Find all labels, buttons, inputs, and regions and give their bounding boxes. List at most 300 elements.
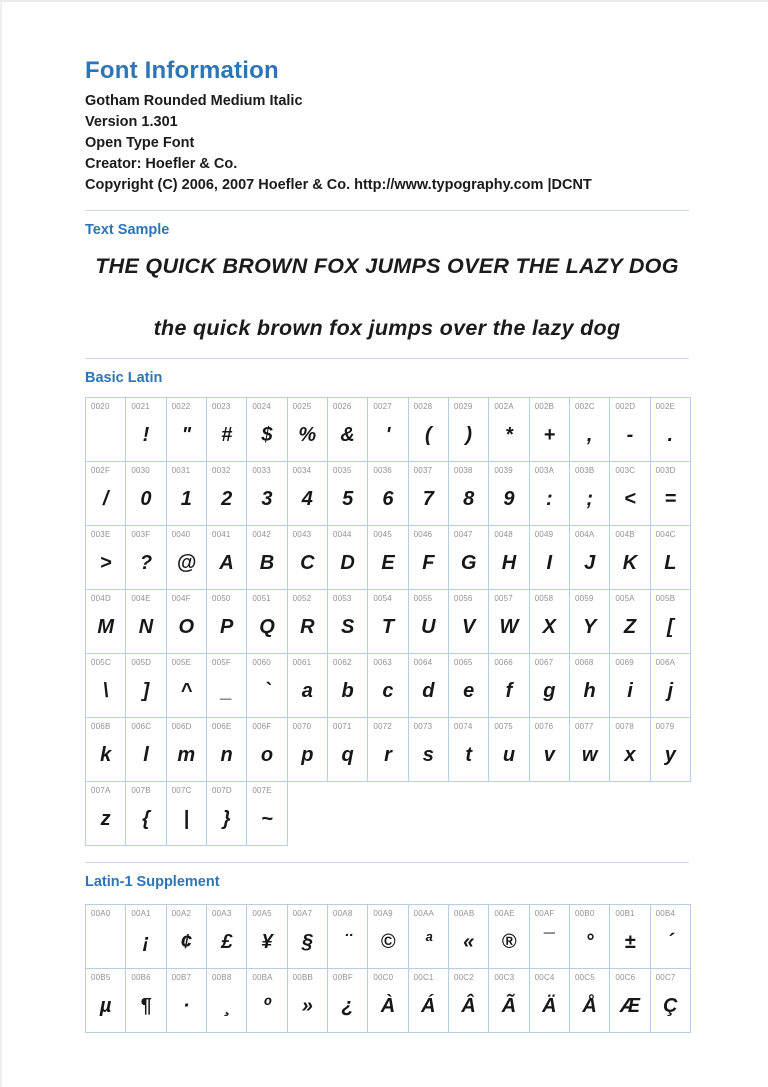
glyph-cell xyxy=(247,590,287,654)
codepoint-label: 00C2 xyxy=(453,973,474,982)
glyph-cell xyxy=(328,526,368,590)
codepoint-label: 0073 xyxy=(413,722,433,731)
glyph-cell xyxy=(368,718,408,782)
glyph-cell xyxy=(651,398,691,462)
codepoint-label: 0020 xyxy=(91,402,110,411)
sample-lowercase: the quick brown fox jumps over the lazy dog xyxy=(153,316,621,340)
codepoint-label: 0066 xyxy=(494,658,513,667)
glyph: R xyxy=(300,615,315,638)
codepoint-label: 00C1 xyxy=(413,973,434,982)
glyph: . xyxy=(667,423,674,446)
section-heading-basic-latin: Basic Latin xyxy=(85,370,163,386)
codepoint-label: 003F xyxy=(131,530,151,539)
glyph-cell xyxy=(368,969,408,1033)
glyph: l xyxy=(143,743,149,766)
glyph: ) xyxy=(465,423,472,446)
codepoint-label: 0045 xyxy=(373,530,392,539)
glyph-cell xyxy=(409,718,449,782)
glyph-cell xyxy=(449,654,489,718)
glyph-cell xyxy=(409,654,449,718)
glyph-cell xyxy=(126,905,166,969)
glyph: z xyxy=(100,807,111,830)
page-title: Font Information xyxy=(85,57,279,84)
codepoint-label: 00C4 xyxy=(534,973,555,982)
glyph: ´ xyxy=(666,930,674,953)
glyph-cell xyxy=(86,718,126,782)
section-heading-text-sample: Text Sample xyxy=(85,222,170,238)
glyph-cell xyxy=(651,590,691,654)
glyph-cell xyxy=(409,905,449,969)
glyph-cell xyxy=(368,654,408,718)
codepoint-label: 002A xyxy=(494,402,514,411)
glyph-cell xyxy=(86,782,126,846)
glyph-cell xyxy=(167,398,207,462)
codepoint-label: 003C xyxy=(615,466,636,475)
glyph: ¨ xyxy=(344,930,351,953)
codepoint-label: 0022 xyxy=(171,402,191,411)
glyph: + xyxy=(543,423,556,446)
glyph: º xyxy=(263,994,271,1017)
codepoint-label: 004C xyxy=(655,530,676,539)
glyph-cell xyxy=(530,398,570,462)
divider xyxy=(85,358,689,359)
glyph-cell xyxy=(651,462,691,526)
glyph: W xyxy=(499,615,519,638)
glyph: Æ xyxy=(619,994,640,1017)
glyph-cell xyxy=(489,590,529,654)
codepoint-label: 00A1 xyxy=(131,909,151,918)
glyph-cell xyxy=(126,969,166,1033)
codepoint-label: 00BF xyxy=(332,973,353,982)
glyph-cell xyxy=(651,905,691,969)
glyph: E xyxy=(381,551,395,574)
glyph: > xyxy=(99,551,112,574)
codepoint-label: 002D xyxy=(615,402,636,411)
glyph-cell xyxy=(409,462,449,526)
font-name: Gotham Rounded Medium Italic xyxy=(85,93,303,109)
glyph-cell xyxy=(86,654,126,718)
glyph: D xyxy=(340,551,355,574)
glyph-cell xyxy=(207,654,247,718)
codepoint-label: 0075 xyxy=(494,722,513,731)
glyph-cell xyxy=(651,969,691,1033)
glyph: T xyxy=(381,615,395,638)
codepoint-label: 006F xyxy=(252,722,272,731)
codepoint-label: 0035 xyxy=(332,466,352,475)
codepoint-label: 0036 xyxy=(373,466,392,475)
codepoint-label: 002B xyxy=(534,402,555,411)
glyph: ® xyxy=(501,930,517,953)
codepoint-label: 0041 xyxy=(211,530,231,539)
codepoint-label: 0027 xyxy=(373,402,392,411)
codepoint-label: 0058 xyxy=(534,594,554,603)
glyph-cell xyxy=(409,590,449,654)
font-metadata xyxy=(85,91,689,196)
glyph-cell xyxy=(489,398,529,462)
glyph-cell xyxy=(368,526,408,590)
codepoint-label: 007C xyxy=(171,786,192,795)
glyph-cell xyxy=(288,526,328,590)
codepoint-label: 0070 xyxy=(292,722,312,731)
codepoint-label: 0049 xyxy=(534,530,554,539)
codepoint-label: 00B5 xyxy=(91,973,111,982)
glyph: = xyxy=(664,487,677,510)
glyph: $ xyxy=(261,423,273,446)
codepoint-label: 00AA xyxy=(413,909,435,918)
codepoint-label: 004A xyxy=(574,530,595,539)
codepoint-label: 0023 xyxy=(211,402,231,411)
glyph-cell xyxy=(570,590,610,654)
glyph: ¸ xyxy=(223,994,230,1017)
sample-uppercase: THE QUICK BROWN FOX JUMPS OVER THE LAZY DOG xyxy=(95,254,679,278)
glyph-cell xyxy=(207,969,247,1033)
glyph-cell xyxy=(167,462,207,526)
glyph: Z xyxy=(623,615,637,638)
glyph: 0 xyxy=(140,487,152,510)
glyph: 8 xyxy=(463,487,475,510)
codepoint-label: 005B xyxy=(655,594,676,603)
glyph-cell xyxy=(126,526,166,590)
glyph-cell xyxy=(167,905,207,969)
glyph-cell xyxy=(489,462,529,526)
glyph: e xyxy=(463,679,475,702)
glyph: % xyxy=(298,423,317,446)
section-heading-latin1-supplement: Latin-1 Supplement xyxy=(85,874,220,890)
codepoint-label: 00A7 xyxy=(292,909,313,918)
glyph: q xyxy=(341,743,354,766)
codepoint-label: 0031 xyxy=(171,466,191,475)
codepoint-label: 00B8 xyxy=(211,973,232,982)
glyph xyxy=(86,918,125,966)
glyph-cell xyxy=(409,398,449,462)
codepoint-label: 00AB xyxy=(453,909,475,918)
glyph-cell xyxy=(610,718,650,782)
glyph-cell xyxy=(328,398,368,462)
glyph-cell xyxy=(449,526,489,590)
glyph-cell xyxy=(207,590,247,654)
glyph-cell xyxy=(610,462,650,526)
glyph: { xyxy=(142,807,150,830)
glyph: Ç xyxy=(663,994,678,1017)
glyph-cell xyxy=(167,654,207,718)
glyph: m xyxy=(177,743,196,766)
glyph-cell xyxy=(489,526,529,590)
glyph: µ xyxy=(99,994,112,1017)
codepoint-label: 002E xyxy=(655,402,676,411)
glyph: f xyxy=(505,679,513,702)
codepoint-label: 0046 xyxy=(413,530,433,539)
codepoint-label: 007B xyxy=(131,786,151,795)
codepoint-label: 00B0 xyxy=(574,909,595,918)
glyph-cell xyxy=(409,969,449,1033)
glyph: L xyxy=(664,551,677,574)
glyph-cell xyxy=(328,718,368,782)
codepoint-label: 0038 xyxy=(453,466,473,475)
codepoint-label: 0053 xyxy=(332,594,352,603)
basic-latin-table xyxy=(85,397,691,846)
glyph: a xyxy=(301,679,313,702)
glyph-cell xyxy=(530,462,570,526)
glyph: } xyxy=(222,807,231,830)
codepoint-label: 0026 xyxy=(332,402,352,411)
glyph-cell xyxy=(570,718,610,782)
glyph-cell xyxy=(288,654,328,718)
glyph: B xyxy=(259,551,275,574)
glyph-cell xyxy=(368,398,408,462)
glyph: | xyxy=(183,807,190,830)
codepoint-label: 005F xyxy=(211,658,232,667)
codepoint-label: 0067 xyxy=(534,658,554,667)
glyph: ( xyxy=(424,423,432,446)
codepoint-label: 0048 xyxy=(494,530,513,539)
glyph: ~ xyxy=(261,807,273,830)
codepoint-label: 005E xyxy=(171,658,192,667)
codepoint-label: 00A8 xyxy=(332,909,353,918)
codepoint-label: 00BB xyxy=(292,973,314,982)
codepoint-label: 00C7 xyxy=(655,973,676,982)
glyph-cell xyxy=(167,526,207,590)
glyph-cell xyxy=(610,905,650,969)
glyph: Â xyxy=(461,994,476,1017)
glyph: 6 xyxy=(382,487,394,510)
glyph-cell xyxy=(126,782,166,846)
glyph: F xyxy=(422,551,435,574)
glyph: ' xyxy=(385,423,391,446)
codepoint-label: 00AE xyxy=(494,909,515,918)
glyph-cell xyxy=(126,398,166,462)
glyph-cell xyxy=(247,654,287,718)
glyph: Á xyxy=(421,994,436,1017)
glyph: « xyxy=(463,930,475,953)
codepoint-label: 0025 xyxy=(292,402,312,411)
glyph: ; xyxy=(586,487,593,510)
codepoint-label: 0061 xyxy=(292,658,312,667)
codepoint-label: 003B xyxy=(574,466,595,475)
codepoint-label: 0040 xyxy=(171,530,191,539)
glyph: , xyxy=(586,423,593,446)
glyph-cell xyxy=(126,590,166,654)
glyph: v xyxy=(543,743,555,766)
glyph-cell xyxy=(126,462,166,526)
glyph-cell xyxy=(449,905,489,969)
glyph-cell xyxy=(489,718,529,782)
codepoint-label: 002C xyxy=(574,402,595,411)
codepoint-label: 00A5 xyxy=(252,909,272,918)
glyph: 7 xyxy=(422,487,434,510)
glyph: ¶ xyxy=(140,994,152,1017)
divider xyxy=(85,862,689,863)
codepoint-label: 0060 xyxy=(252,658,271,667)
glyph: r xyxy=(384,743,392,766)
glyph: X xyxy=(542,615,556,638)
glyph-cell xyxy=(610,398,650,462)
glyph-cell xyxy=(570,398,610,462)
glyph: © xyxy=(380,930,396,953)
codepoint-label: 007E xyxy=(252,786,272,795)
glyph-cell xyxy=(167,782,207,846)
glyph: _ xyxy=(221,679,233,702)
glyph: 9 xyxy=(503,487,515,510)
glyph-cell xyxy=(449,462,489,526)
glyph: C xyxy=(300,551,315,574)
codepoint-label: 0063 xyxy=(373,658,392,667)
glyph: ± xyxy=(624,930,636,953)
glyph-cell xyxy=(86,398,126,462)
glyph: 4 xyxy=(301,487,313,510)
glyph: d xyxy=(422,679,435,702)
glyph-cell xyxy=(328,969,368,1033)
glyph: " xyxy=(181,423,192,446)
glyph-cell xyxy=(86,462,126,526)
glyph-cell xyxy=(610,526,650,590)
codepoint-label: 00A2 xyxy=(171,909,192,918)
codepoint-label: 00A0 xyxy=(91,909,111,918)
glyph-cell xyxy=(651,718,691,782)
glyph: K xyxy=(622,551,638,574)
codepoint-label: 0055 xyxy=(413,594,433,603)
codepoint-label: 006D xyxy=(171,722,192,731)
glyph-cell xyxy=(288,462,328,526)
glyph: Ã xyxy=(501,994,517,1017)
font-copyright: Copyright (C) 2006, 2007 Hoefler & Co. http://www.typography.com |DCNT xyxy=(85,177,592,193)
codepoint-label: 0052 xyxy=(292,594,312,603)
glyph: * xyxy=(505,423,513,446)
glyph: J xyxy=(584,551,596,574)
codepoint-label: 0056 xyxy=(453,594,473,603)
glyph-cell xyxy=(288,969,328,1033)
glyph-cell xyxy=(328,654,368,718)
codepoint-label: 0028 xyxy=(413,402,433,411)
glyph: ¯ xyxy=(543,930,555,953)
codepoint-label: 006E xyxy=(211,722,232,731)
glyph: t xyxy=(465,743,472,766)
glyph: @ xyxy=(176,551,197,574)
glyph: I xyxy=(546,551,553,574)
divider xyxy=(85,210,689,211)
codepoint-label: 00A3 xyxy=(211,909,232,918)
glyph-cell xyxy=(449,969,489,1033)
glyph: ° xyxy=(585,930,594,953)
font-creator: Creator: Hoefler & Co. xyxy=(85,156,238,172)
glyph-cell xyxy=(288,398,328,462)
codepoint-label: 0050 xyxy=(211,594,231,603)
codepoint-label: 0037 xyxy=(413,466,433,475)
font-version: Version 1.301 xyxy=(85,114,178,130)
glyph-cell xyxy=(530,718,570,782)
glyph: P xyxy=(219,615,234,638)
glyph: p xyxy=(301,743,314,766)
codepoint-label: 0029 xyxy=(453,402,473,411)
codepoint-label: 00B1 xyxy=(615,909,635,918)
glyph: i xyxy=(627,679,633,702)
codepoint-label: 00A9 xyxy=(373,909,393,918)
glyph-cell xyxy=(207,462,247,526)
glyph-cell xyxy=(368,590,408,654)
glyph-cell xyxy=(167,718,207,782)
codepoint-label: 0069 xyxy=(615,658,634,667)
glyph: [ xyxy=(666,615,674,638)
glyph: Å xyxy=(582,994,597,1017)
codepoint-label: 00C0 xyxy=(373,973,394,982)
glyph: / xyxy=(102,487,109,510)
codepoint-label: 00B4 xyxy=(655,909,676,918)
glyph: ¿ xyxy=(341,994,354,1017)
codepoint-label: 006A xyxy=(655,658,676,667)
codepoint-label: 0078 xyxy=(615,722,634,731)
glyph-cell xyxy=(288,718,328,782)
codepoint-label: 0079 xyxy=(655,722,675,731)
glyph: Q xyxy=(259,615,275,638)
glyph: < xyxy=(624,487,636,510)
codepoint-label: 0074 xyxy=(453,722,473,731)
glyph-cell xyxy=(167,969,207,1033)
glyph-cell xyxy=(247,462,287,526)
glyph-cell xyxy=(207,718,247,782)
glyph-cell xyxy=(328,462,368,526)
glyph: O xyxy=(178,615,195,638)
glyph-cell xyxy=(449,398,489,462)
glyph-cell xyxy=(247,782,287,846)
glyph: Y xyxy=(582,615,597,638)
glyph-cell xyxy=(489,969,529,1033)
codepoint-label: 0047 xyxy=(453,530,473,539)
codepoint-label: 0076 xyxy=(534,722,554,731)
glyph-cell xyxy=(570,462,610,526)
glyph: G xyxy=(460,551,477,574)
glyph: c xyxy=(382,679,394,702)
codepoint-label: 006B xyxy=(91,722,111,731)
glyph: j xyxy=(667,679,674,702)
glyph: 2 xyxy=(221,487,233,510)
codepoint-label: 0062 xyxy=(332,658,352,667)
glyph: & xyxy=(340,423,355,446)
glyph-cell xyxy=(86,526,126,590)
glyph: » xyxy=(301,994,313,1017)
glyph-cell xyxy=(247,905,287,969)
glyph-cell xyxy=(207,398,247,462)
glyph-cell xyxy=(86,905,126,969)
glyph-cell xyxy=(570,969,610,1033)
codepoint-label: 00B7 xyxy=(171,973,192,982)
codepoint-label: 0024 xyxy=(252,402,271,411)
codepoint-label: 006C xyxy=(131,722,152,731)
glyph-cell xyxy=(247,718,287,782)
glyph-cell xyxy=(247,398,287,462)
glyph: ! xyxy=(142,423,150,446)
codepoint-label: 003E xyxy=(91,530,111,539)
codepoint-label: 0021 xyxy=(131,402,150,411)
glyph: Ä xyxy=(542,994,557,1017)
codepoint-label: 003D xyxy=(655,466,676,475)
glyph: ¢ xyxy=(180,930,192,953)
glyph-cell xyxy=(449,590,489,654)
font-format: Open Type Font xyxy=(85,135,195,151)
glyph-cell xyxy=(651,654,691,718)
glyph: A xyxy=(219,551,234,574)
codepoint-label: 0059 xyxy=(574,594,594,603)
glyph-cell xyxy=(247,969,287,1033)
codepoint-label: 004B xyxy=(615,530,635,539)
glyph-cell xyxy=(489,905,529,969)
glyph: g xyxy=(543,679,556,702)
glyph: # xyxy=(221,423,233,446)
glyph: N xyxy=(138,615,154,638)
glyph-cell xyxy=(610,654,650,718)
glyph-cell xyxy=(530,969,570,1033)
glyph xyxy=(86,411,125,459)
glyph: ¥ xyxy=(261,930,273,953)
glyph: u xyxy=(502,743,516,766)
